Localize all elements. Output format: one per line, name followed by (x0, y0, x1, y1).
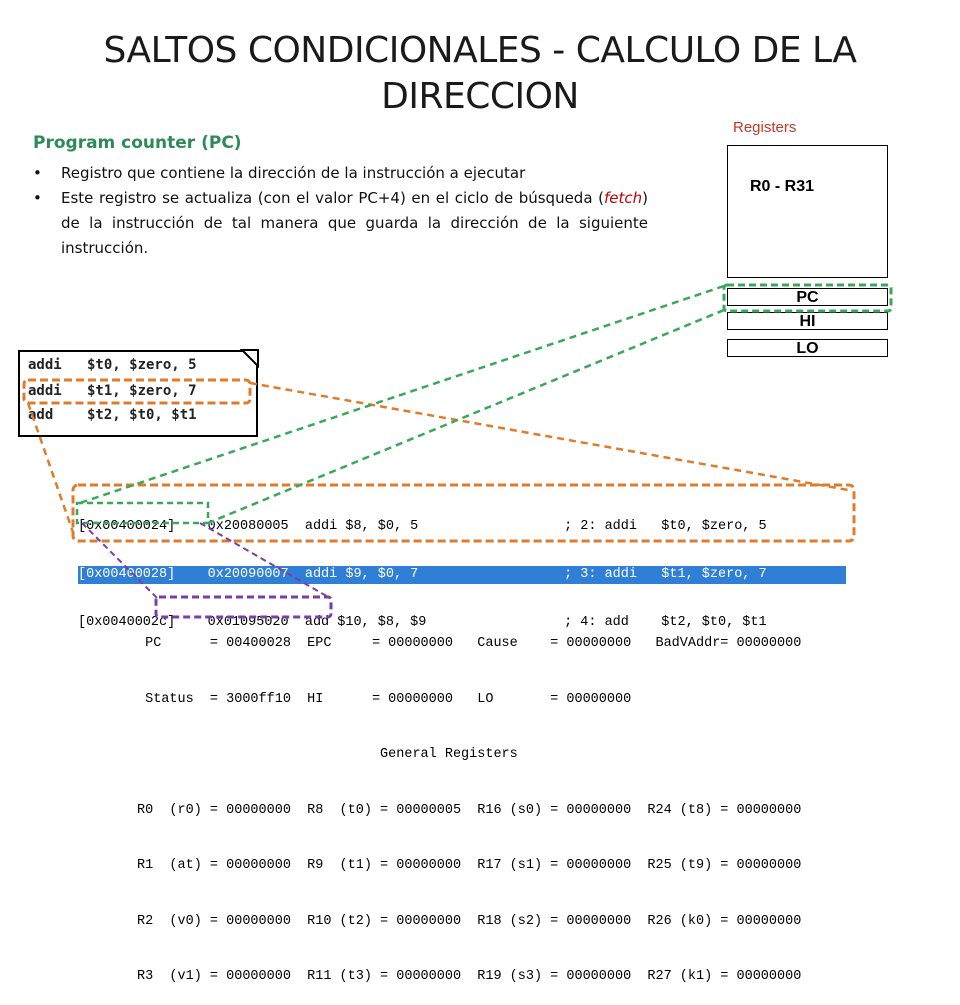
register-dump-line: General Registers (137, 747, 518, 762)
connector-line-purple (200, 523, 330, 598)
register-dump-line: R3 (v1) = 00000000 R11 (t3) = 00000000 R19 (s3) = 00000000 R27 (k1) = 00000000 (137, 969, 802, 984)
pc-value-highlight (156, 597, 331, 617)
pc-register-highlight (724, 285, 891, 311)
code-line: addi $t1, $zero, 7 (28, 383, 197, 399)
connector-line-orange (250, 383, 848, 490)
hi-register: HI (727, 312, 888, 330)
slide-title: SALTOS CONDICIONALES - CALCULO DE LA DIRECCION (103, 30, 857, 117)
register-file-label: R0 - R31 (750, 178, 815, 195)
bullet-dot-icon: • (33, 189, 42, 207)
pc-register: PC (727, 288, 888, 306)
register-dump-line: R1 (at) = 00000000 R9 (t1) = 00000000 R17 (s1) = 00000000 R25 (t9) = 00000000 (137, 858, 802, 873)
fetch-word: fetch (603, 189, 643, 207)
connector-line-green (208, 310, 724, 523)
registers-title: Registers (733, 119, 797, 136)
register-dump-line: PC = 00400028 EPC = 00000000 Cause = 00000000 BadVAddr= 00000000 (137, 636, 802, 651)
program-counter-heading: Program counter (PC) (33, 133, 242, 153)
register-dump-line: R2 (v0) = 00000000 R10 (t2) = 00000000 R18 (s2) = 00000000 R26 (k0) = 00000000 (137, 913, 802, 929)
folded-corner-icon (242, 350, 258, 366)
console-row-selected[interactable]: [0x00400028] 0x20090007 addi $9, $0, 7 ; 3: addi $t1, $zero, 7 (78, 566, 846, 584)
console-highlight (73, 485, 854, 541)
register-dump-line: Status = 3000ff10 HI = 00000000 LO = 00000000 (137, 691, 632, 707)
register-dump-line: R0 (r0) = 00000000 R8 (t0) = 00000005 R16 (s0) = 00000000 R24 (t8) = 00000000 (137, 802, 802, 818)
connector-line-green (80, 286, 724, 503)
bullet-text: Registro que contiene la dirección de la instrucción a ejecutar (61, 164, 526, 182)
connector-line-orange (28, 403, 75, 538)
lo-register: LO (727, 339, 888, 357)
bullet-text-end: ) de la instrucción de tal manera que guarda la dirección de la siguiente instrucción. (61, 189, 648, 257)
connector-line-purple (82, 523, 157, 598)
code-line: addi $t0, $zero, 5 (28, 357, 197, 373)
address-highlight (77, 503, 208, 523)
bullet-dot-icon: • (33, 164, 42, 182)
console-row: [0x00400024] 0x20080005 addi $8, $0, 5 ; 2: addi $t0, $zero, 5 (78, 519, 767, 534)
console-row: [0x0040002c] 0x01095020 add $10, $8, $9 ; 4: add $t2, $t0, $t1 (78, 615, 767, 630)
bullet-text-start: Este registro se actualiza (con el valor PC+4) en el ciclo de búsqueda ( (61, 189, 604, 207)
code-line: add $t2, $t0, $t1 (28, 407, 197, 423)
code-line-highlight (24, 380, 250, 403)
